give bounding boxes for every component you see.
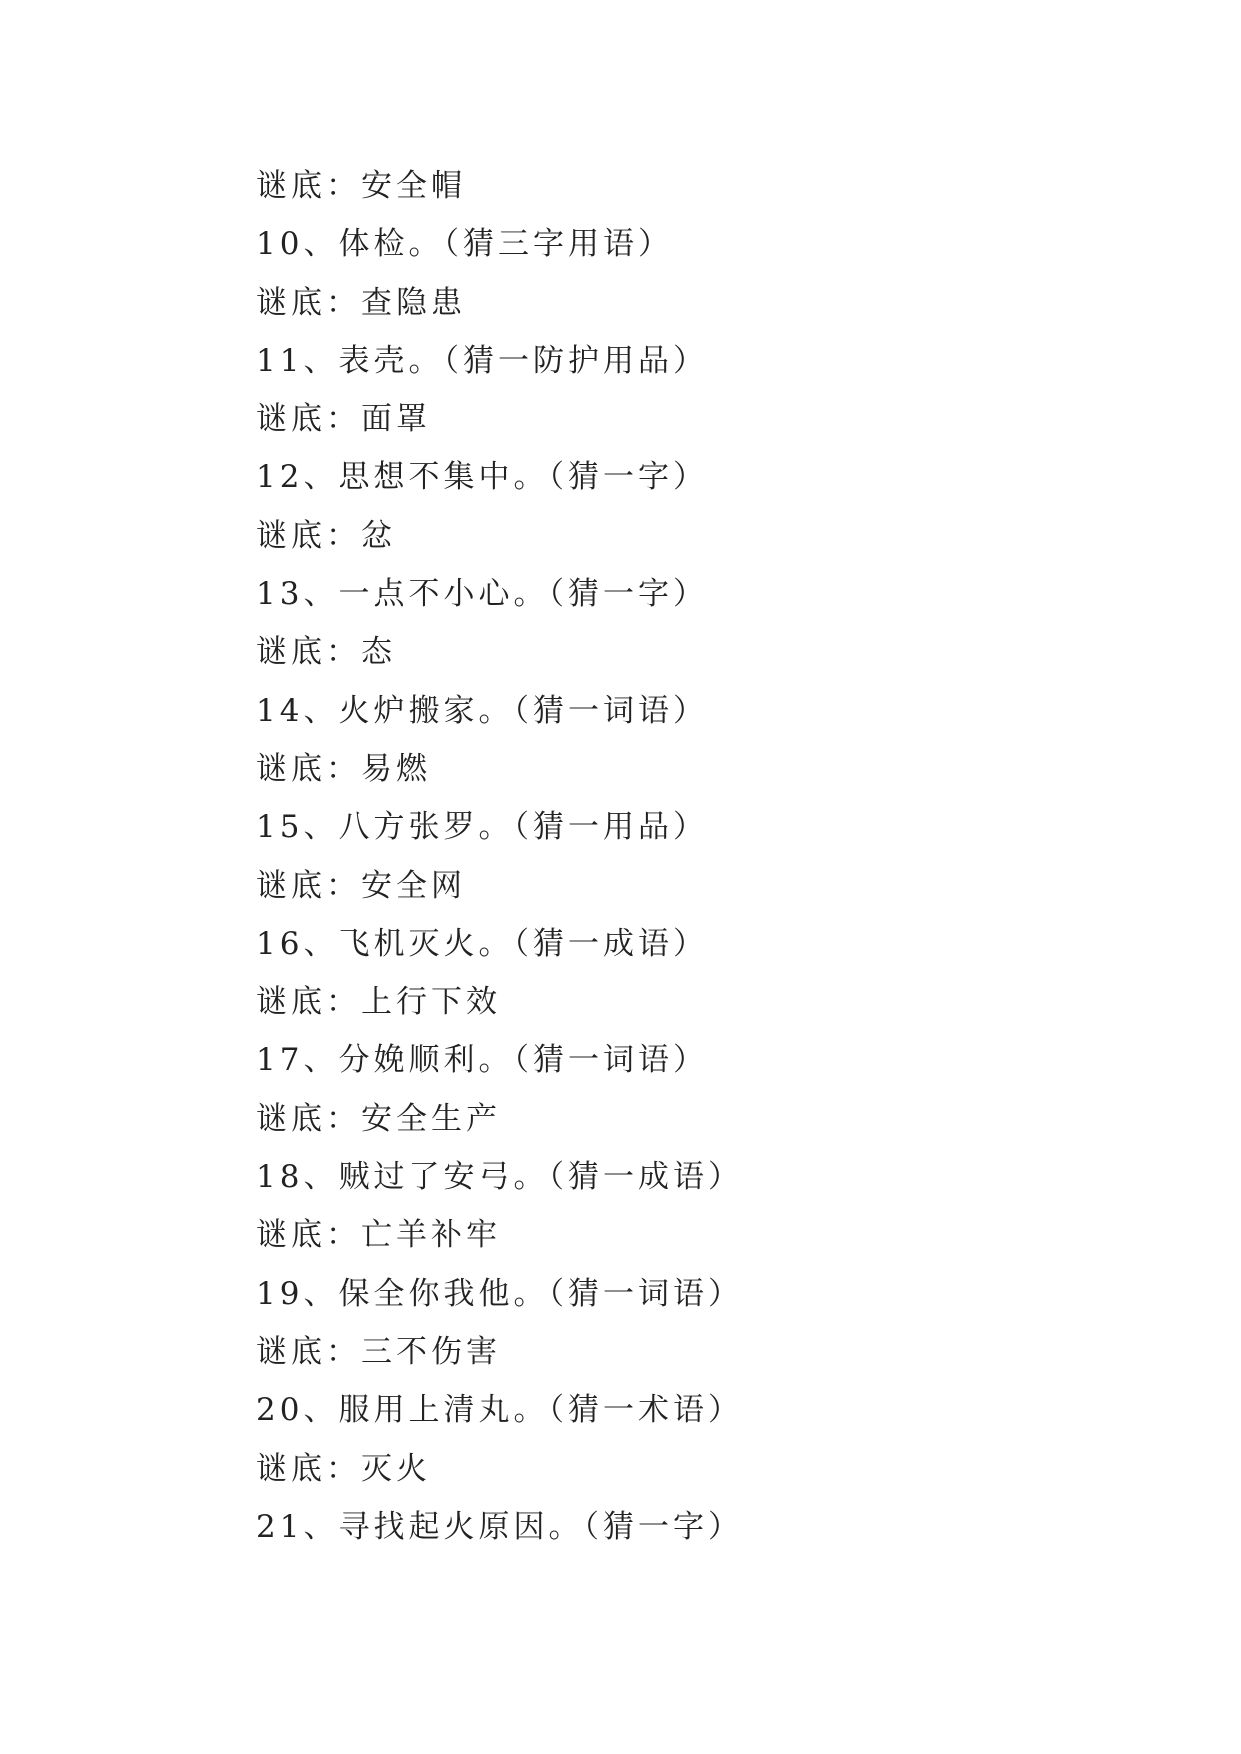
answer-line: 谜底：忿	[256, 517, 396, 554]
riddle-line: 12、思想不集中。（猜一字）	[256, 459, 708, 496]
riddle-line: 18、贼过了安弓。（猜一成语）	[256, 1159, 743, 1196]
answer-line: 谜底：安全网	[256, 867, 466, 904]
riddle-line: 14、火炉搬家。（猜一词语）	[256, 692, 708, 729]
riddle-line: 13、一点不小心。（猜一字）	[256, 576, 708, 613]
answer-line: 谜底：上行下效	[256, 984, 501, 1021]
riddle-line: 11、表壳。（猜一防护用品）	[256, 342, 708, 379]
answer-line: 谜底：安全帽	[256, 168, 466, 204]
riddle-line: 21、寻找起火原因。（猜一字）	[256, 1508, 743, 1545]
riddle-line: 17、分娩顺利。（猜一词语）	[256, 1042, 708, 1079]
answer-line: 谜底：态	[256, 634, 396, 671]
answer-line: 谜底：安全生产	[256, 1100, 501, 1137]
answer-line: 谜底：三不伤害	[256, 1333, 501, 1370]
answer-line: 谜底：面罩	[256, 401, 431, 438]
answer-line: 谜底：易燃	[256, 750, 431, 787]
riddle-list	[256, 157, 1116, 1556]
answer-line: 谜底：亡羊补牢	[256, 1217, 501, 1254]
riddle-line: 15、八方张罗。（猜一用品）	[256, 809, 708, 846]
answer-line: 谜底：灭火	[256, 1450, 431, 1487]
riddle-line: 10、体检。（猜三字用语）	[256, 226, 673, 263]
answer-line: 谜底：查隐患	[256, 284, 466, 321]
riddle-line: 19、保全你我他。（猜一词语）	[256, 1275, 743, 1312]
riddle-line: 16、飞机灭火。（猜一成语）	[256, 925, 708, 962]
riddle-line: 20、服用上清丸。（猜一术语）	[256, 1392, 743, 1429]
